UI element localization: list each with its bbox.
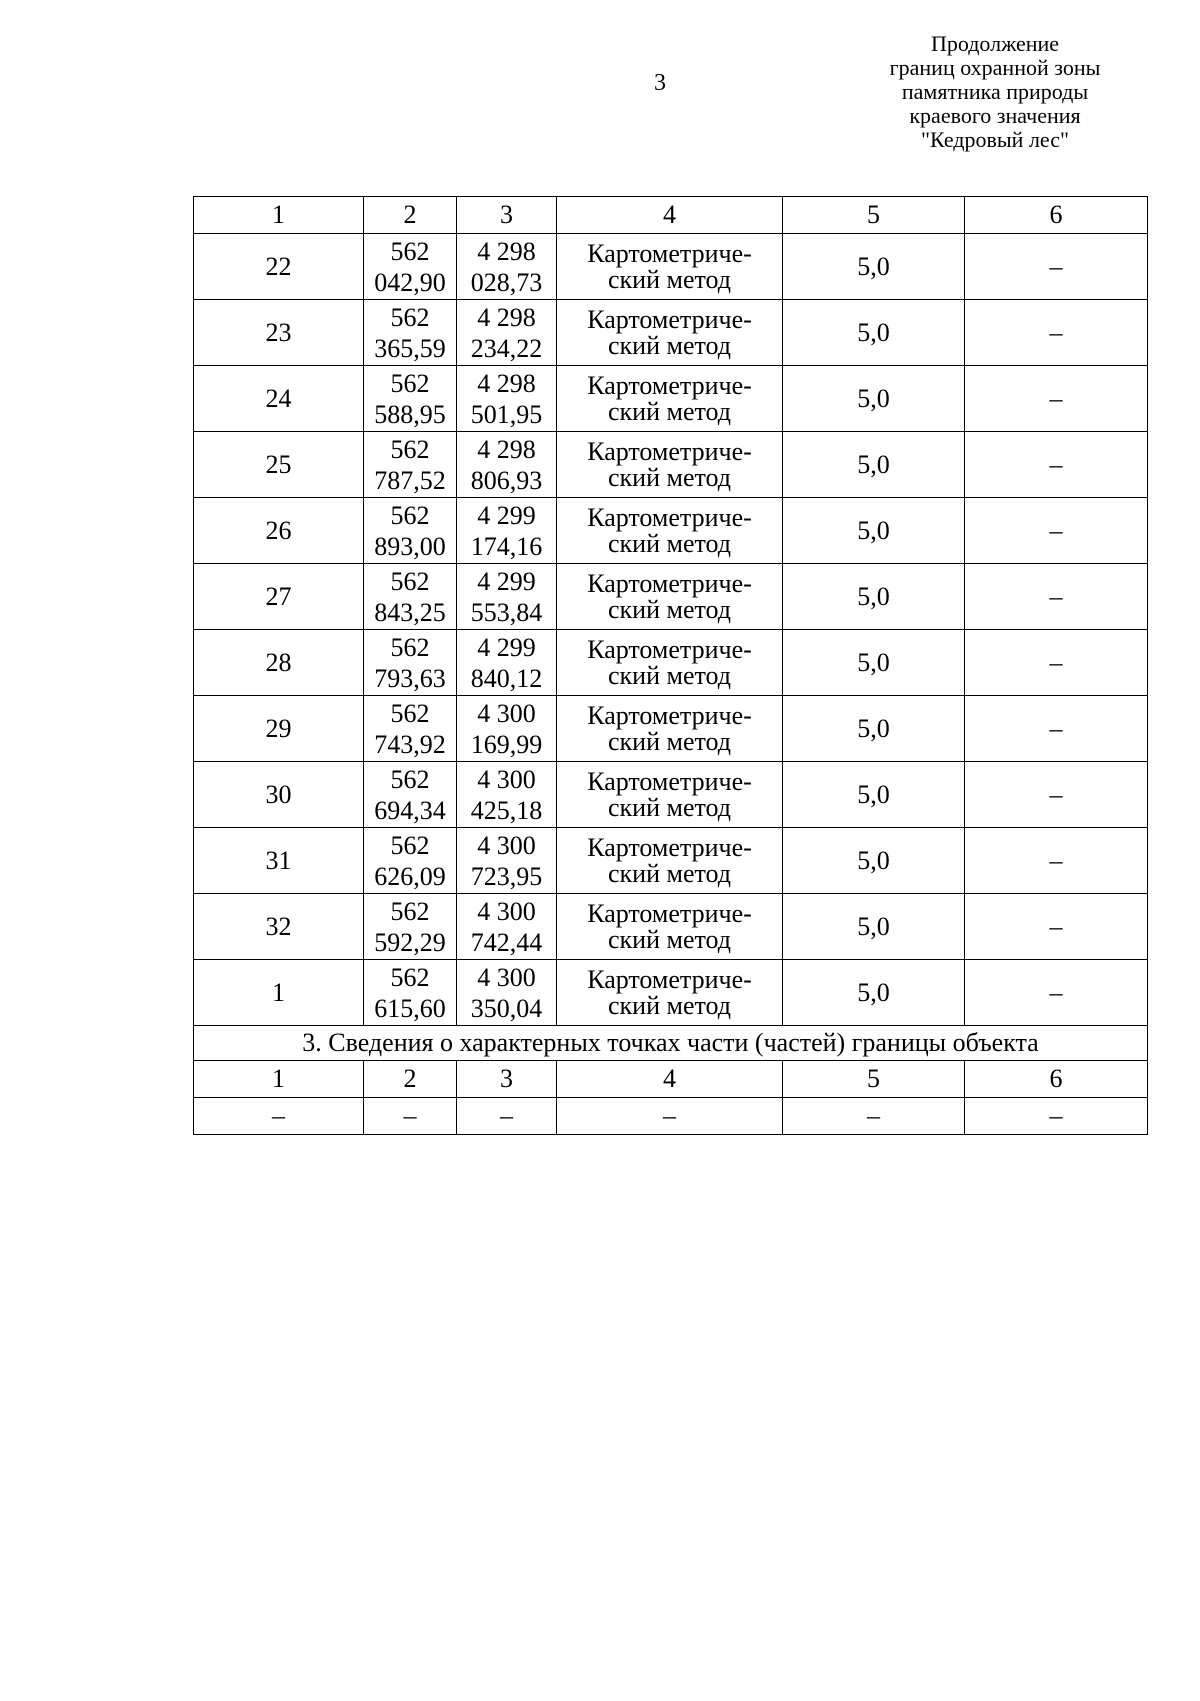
method-cell: [557, 828, 783, 894]
continuation-title: [830, 32, 1160, 152]
table-cell: –: [783, 1098, 965, 1135]
method-text: ский метод: [608, 396, 731, 426]
table-row: [194, 234, 1148, 300]
method-text: Картометриче-: [587, 634, 752, 664]
accuracy-cell: 5,0: [783, 498, 965, 564]
column-header: 2: [364, 197, 457, 234]
point-number-cell: 1: [194, 960, 364, 1026]
y-coordinate-cell: [457, 828, 557, 894]
method-text: ский метод: [608, 594, 731, 624]
x-coordinate-cell: [364, 828, 457, 894]
x-coordinate-cell: [364, 894, 457, 960]
continuation-title-line: Продолжение: [930, 31, 1060, 56]
table-cell: –: [364, 1098, 457, 1135]
y-coordinate-part: 4 300: [477, 896, 536, 926]
accuracy-cell: 5,0: [783, 762, 965, 828]
description-cell: –: [965, 564, 1148, 630]
table-row: [194, 630, 1148, 696]
table-cell: –: [965, 1098, 1148, 1135]
point-number-cell: 30: [194, 762, 364, 828]
point-number-cell: 23: [194, 300, 364, 366]
x-coordinate-part: 562: [390, 236, 430, 266]
method-text: Картометриче-: [587, 832, 752, 862]
y-coordinate-part: 806,93: [470, 465, 543, 495]
description-cell: –: [965, 432, 1148, 498]
accuracy-cell: 5,0: [783, 894, 965, 960]
x-coordinate-part: 562: [390, 632, 430, 662]
description-cell: –: [965, 894, 1148, 960]
description-cell: –: [965, 762, 1148, 828]
y-coordinate-part: 350,04: [470, 993, 543, 1023]
table-row: [194, 366, 1148, 432]
method-text: Картометриче-: [587, 238, 752, 268]
method-text: ский метод: [608, 726, 731, 756]
description-cell: –: [965, 366, 1148, 432]
continuation-title-line: краевого значения: [909, 103, 1081, 128]
x-coordinate-part: 562: [390, 896, 430, 926]
column-header: 6: [965, 1061, 1148, 1098]
table-row: [194, 498, 1148, 564]
method-cell: [557, 366, 783, 432]
y-coordinate-part: 4 300: [477, 764, 536, 794]
x-coordinate-part: 562: [390, 962, 430, 992]
column-header: 1: [194, 197, 364, 234]
x-coordinate-part: 562: [390, 830, 430, 860]
y-coordinate-cell: [457, 498, 557, 564]
y-coordinate-part: 174,16: [470, 531, 543, 561]
table-cell: –: [457, 1098, 557, 1135]
method-text: ский метод: [608, 264, 731, 294]
section-title-row: [194, 1026, 1148, 1061]
table-row: [194, 564, 1148, 630]
section-title: 3. Сведения о характерных точках части (частей) границы объекта: [194, 1026, 1148, 1061]
y-coordinate-cell: [457, 960, 557, 1026]
point-number-cell: 26: [194, 498, 364, 564]
y-coordinate-cell: [457, 234, 557, 300]
x-coordinate-part: 694,34: [374, 795, 446, 825]
y-coordinate-part: 501,95: [470, 399, 543, 429]
method-cell: [557, 894, 783, 960]
x-coordinate-cell: [364, 960, 457, 1026]
method-cell: [557, 300, 783, 366]
x-coordinate-cell: [364, 630, 457, 696]
y-coordinate-cell: [457, 432, 557, 498]
x-coordinate-part: 562: [390, 566, 430, 596]
y-coordinate-part: 425,18: [470, 795, 543, 825]
column-header: 5: [783, 197, 965, 234]
point-number-cell: 28: [194, 630, 364, 696]
x-coordinate-cell: [364, 366, 457, 432]
method-text: Картометриче-: [587, 502, 752, 532]
x-coordinate-cell: [364, 762, 457, 828]
point-number-cell: 25: [194, 432, 364, 498]
column-header: 4: [557, 1061, 783, 1098]
table-row: [194, 762, 1148, 828]
y-coordinate-cell: [457, 696, 557, 762]
x-coordinate-part: 743,92: [374, 729, 446, 759]
y-coordinate-part: 4 300: [477, 830, 536, 860]
table-row: [194, 828, 1148, 894]
column-header: 5: [783, 1061, 965, 1098]
x-coordinate-part: 893,00: [374, 531, 446, 561]
description-cell: –: [965, 234, 1148, 300]
x-coordinate-part: 843,25: [374, 597, 446, 627]
y-coordinate-part: 4 299: [477, 500, 536, 530]
x-coordinate-part: 562: [390, 302, 430, 332]
point-number-cell: 31: [194, 828, 364, 894]
method-text: ский метод: [608, 462, 731, 492]
table-row: [194, 894, 1148, 960]
accuracy-cell: 5,0: [783, 234, 965, 300]
x-coordinate-part: 562: [390, 764, 430, 794]
method-text: ский метод: [608, 858, 731, 888]
description-cell: –: [965, 300, 1148, 366]
x-coordinate-cell: [364, 498, 457, 564]
x-coordinate-part: 562: [390, 500, 430, 530]
y-coordinate-cell: [457, 564, 557, 630]
method-text: ский метод: [608, 528, 731, 558]
accuracy-cell: 5,0: [783, 564, 965, 630]
method-cell: [557, 432, 783, 498]
point-number-cell: 32: [194, 894, 364, 960]
accuracy-cell: 5,0: [783, 696, 965, 762]
description-cell: –: [965, 960, 1148, 1026]
column-header: 3: [457, 1061, 557, 1098]
method-text: Картометриче-: [587, 964, 752, 994]
section-header-row: [194, 1061, 1148, 1098]
method-cell: [557, 960, 783, 1026]
y-coordinate-part: 4 298: [477, 236, 536, 266]
y-coordinate-cell: [457, 894, 557, 960]
x-coordinate-part: 562: [390, 698, 430, 728]
y-coordinate-part: 028,73: [470, 267, 543, 297]
x-coordinate-part: 365,59: [374, 333, 446, 363]
x-coordinate-part: 562: [390, 368, 430, 398]
x-coordinate-part: 562: [390, 434, 430, 464]
accuracy-cell: 5,0: [783, 828, 965, 894]
point-number-cell: 29: [194, 696, 364, 762]
x-coordinate-part: 626,09: [374, 861, 446, 891]
x-coordinate-part: 615,60: [374, 993, 446, 1023]
method-text: ский метод: [608, 792, 731, 822]
page-number: 3: [654, 70, 666, 96]
method-cell: [557, 696, 783, 762]
y-coordinate-part: 4 298: [477, 302, 536, 332]
y-coordinate-part: 840,12: [470, 663, 543, 693]
continuation-title-line: "Кедровый лес": [921, 127, 1069, 152]
method-text: Картометриче-: [587, 370, 752, 400]
x-coordinate-part: 588,95: [374, 399, 446, 429]
x-coordinate-cell: [364, 432, 457, 498]
method-cell: [557, 630, 783, 696]
table-row: [194, 432, 1148, 498]
table-row: [194, 960, 1148, 1026]
y-coordinate-part: 742,44: [470, 927, 543, 957]
x-coordinate-cell: [364, 300, 457, 366]
continuation-title-line: границ охранной зоны: [889, 55, 1101, 80]
accuracy-cell: 5,0: [783, 630, 965, 696]
table-cell: –: [557, 1098, 783, 1135]
column-header: 1: [194, 1061, 364, 1098]
y-coordinate-part: 4 299: [477, 632, 536, 662]
column-header: 4: [557, 197, 783, 234]
accuracy-cell: 5,0: [783, 366, 965, 432]
point-number-cell: 24: [194, 366, 364, 432]
x-coordinate-part: 793,63: [374, 663, 446, 693]
continuation-title-line: памятника природы: [901, 79, 1089, 104]
y-coordinate-part: 4 300: [477, 698, 536, 728]
description-cell: –: [965, 828, 1148, 894]
column-header: 3: [457, 197, 557, 234]
y-coordinate-part: 723,95: [470, 861, 543, 891]
y-coordinate-cell: [457, 300, 557, 366]
table-row: [194, 696, 1148, 762]
empty-row: [194, 1098, 1148, 1135]
y-coordinate-part: 4 298: [477, 434, 536, 464]
x-coordinate-cell: [364, 564, 457, 630]
y-coordinate-part: 169,99: [470, 729, 543, 759]
method-text: ский метод: [608, 330, 731, 360]
method-text: Картометриче-: [587, 700, 752, 730]
description-cell: –: [965, 696, 1148, 762]
y-coordinate-part: 234,22: [470, 333, 543, 363]
y-coordinate-part: 4 298: [477, 368, 536, 398]
y-coordinate-cell: [457, 366, 557, 432]
description-cell: –: [965, 498, 1148, 564]
point-number-cell: 22: [194, 234, 364, 300]
x-coordinate-part: 042,90: [374, 267, 446, 297]
method-text: ский метод: [608, 660, 731, 690]
point-number-cell: 27: [194, 564, 364, 630]
x-coordinate-cell: [364, 234, 457, 300]
method-text: Картометриче-: [587, 304, 752, 334]
table-row: [194, 300, 1148, 366]
boundary-points-table: [193, 196, 1148, 1135]
method-cell: [557, 564, 783, 630]
y-coordinate-part: 4 299: [477, 566, 536, 596]
y-coordinate-part: 553,84: [470, 597, 543, 627]
method-text: Картометриче-: [587, 568, 752, 598]
x-coordinate-cell: [364, 696, 457, 762]
description-cell: –: [965, 630, 1148, 696]
x-coordinate-part: 592,29: [374, 927, 446, 957]
method-cell: [557, 498, 783, 564]
x-coordinate-part: 787,52: [374, 465, 446, 495]
column-header: 2: [364, 1061, 457, 1098]
accuracy-cell: 5,0: [783, 300, 965, 366]
y-coordinate-part: 4 300: [477, 962, 536, 992]
column-header: 6: [965, 197, 1148, 234]
method-text: Картометриче-: [587, 436, 752, 466]
method-text: Картометриче-: [587, 898, 752, 928]
y-coordinate-cell: [457, 762, 557, 828]
method-text: ский метод: [608, 990, 731, 1020]
table-cell: –: [194, 1098, 364, 1135]
accuracy-cell: 5,0: [783, 960, 965, 1026]
method-text: ский метод: [608, 924, 731, 954]
method-text: Картометриче-: [587, 766, 752, 796]
method-cell: [557, 762, 783, 828]
y-coordinate-cell: [457, 630, 557, 696]
table-header-row: [194, 197, 1148, 234]
method-cell: [557, 234, 783, 300]
accuracy-cell: 5,0: [783, 432, 965, 498]
